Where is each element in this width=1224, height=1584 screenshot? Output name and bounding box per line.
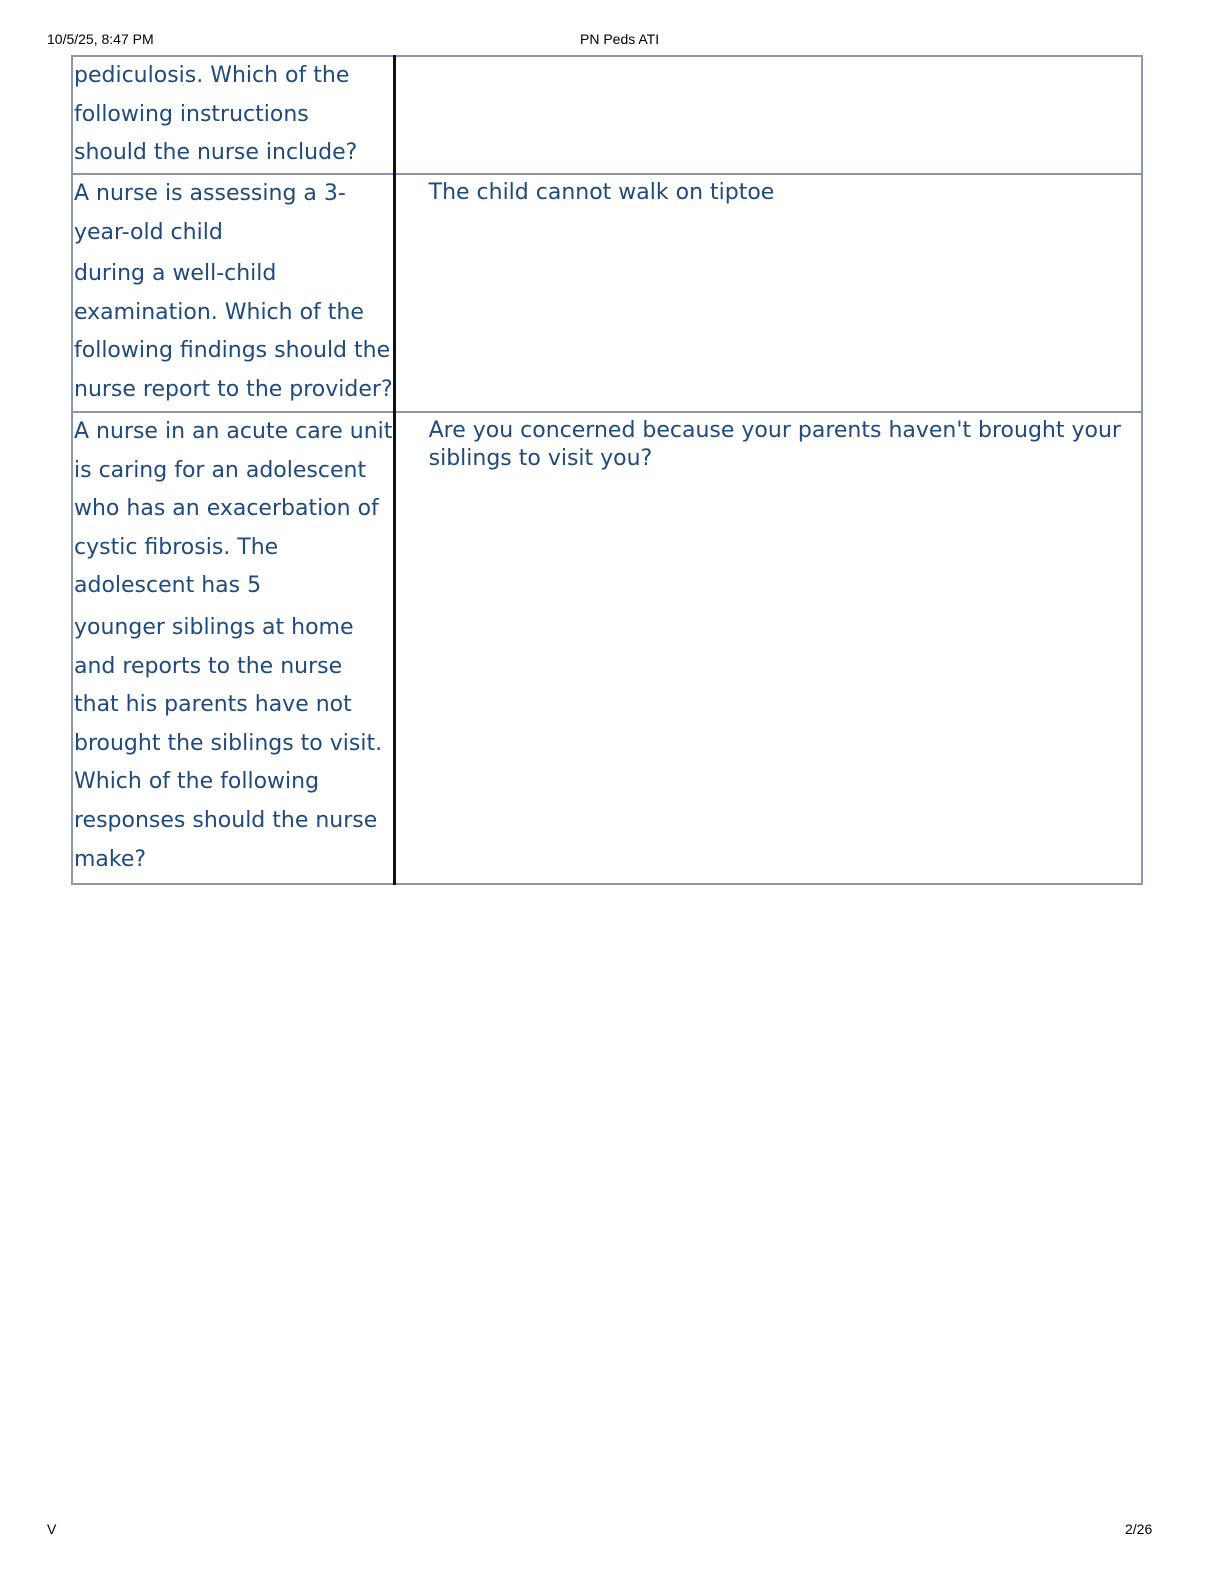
footer-left-text: V: [47, 1521, 57, 1537]
table-row: [72, 56, 1142, 174]
question-line: following instructions: [74, 101, 309, 127]
question-line: is caring for an adolescent: [74, 457, 367, 483]
question-line: nurse report to the provider?: [74, 376, 393, 402]
answer-line: siblings to visit you?: [428, 446, 653, 471]
question-line: A nurse is assessing a 3-: [74, 181, 346, 206]
qa-table: [71, 55, 1143, 885]
table-row: [72, 412, 1142, 884]
question-line: who has an exacerbation of: [74, 496, 379, 522]
question-cell: [72, 412, 394, 884]
answer-line: Are you concerned because your parents haven't brought your: [428, 418, 1121, 443]
answer-line: The child cannot walk on tiptoe: [428, 180, 775, 205]
page-number: 2/26: [1125, 1521, 1153, 1537]
question-line: adolescent has 5: [74, 573, 262, 599]
question-line: A nurse in an acute care unit: [74, 419, 393, 444]
question-cell: [72, 56, 394, 174]
document-title: PN Peds ATI: [580, 31, 660, 47]
question-line: that his parents have not: [74, 692, 352, 718]
question-line: during a well-child: [74, 261, 277, 287]
question-line: pediculosis. Which of the: [74, 63, 350, 88]
question-line: examination. Which of the: [74, 299, 364, 325]
print-timestamp: 10/5/25, 8:47 PM: [47, 31, 154, 47]
table-row: [72, 174, 1142, 412]
question-line: following findings should the: [74, 338, 391, 364]
question-line: brought the siblings to visit.: [74, 730, 383, 756]
question-line: Which of the following: [74, 769, 320, 795]
question-line: responses should the nurse: [74, 807, 378, 833]
question-line: year-old child: [74, 219, 223, 245]
question-line: cystic fibrosis. The: [74, 534, 279, 560]
answer-cell: [394, 56, 1142, 174]
question-line: make?: [74, 846, 147, 872]
question-line: younger siblings at home: [74, 614, 354, 640]
question-line: and reports to the nurse: [74, 653, 343, 679]
question-line: should the nurse include?: [74, 140, 358, 166]
answer-cell: [394, 174, 1142, 412]
answer-cell: [394, 412, 1142, 884]
question-cell: [72, 174, 394, 412]
